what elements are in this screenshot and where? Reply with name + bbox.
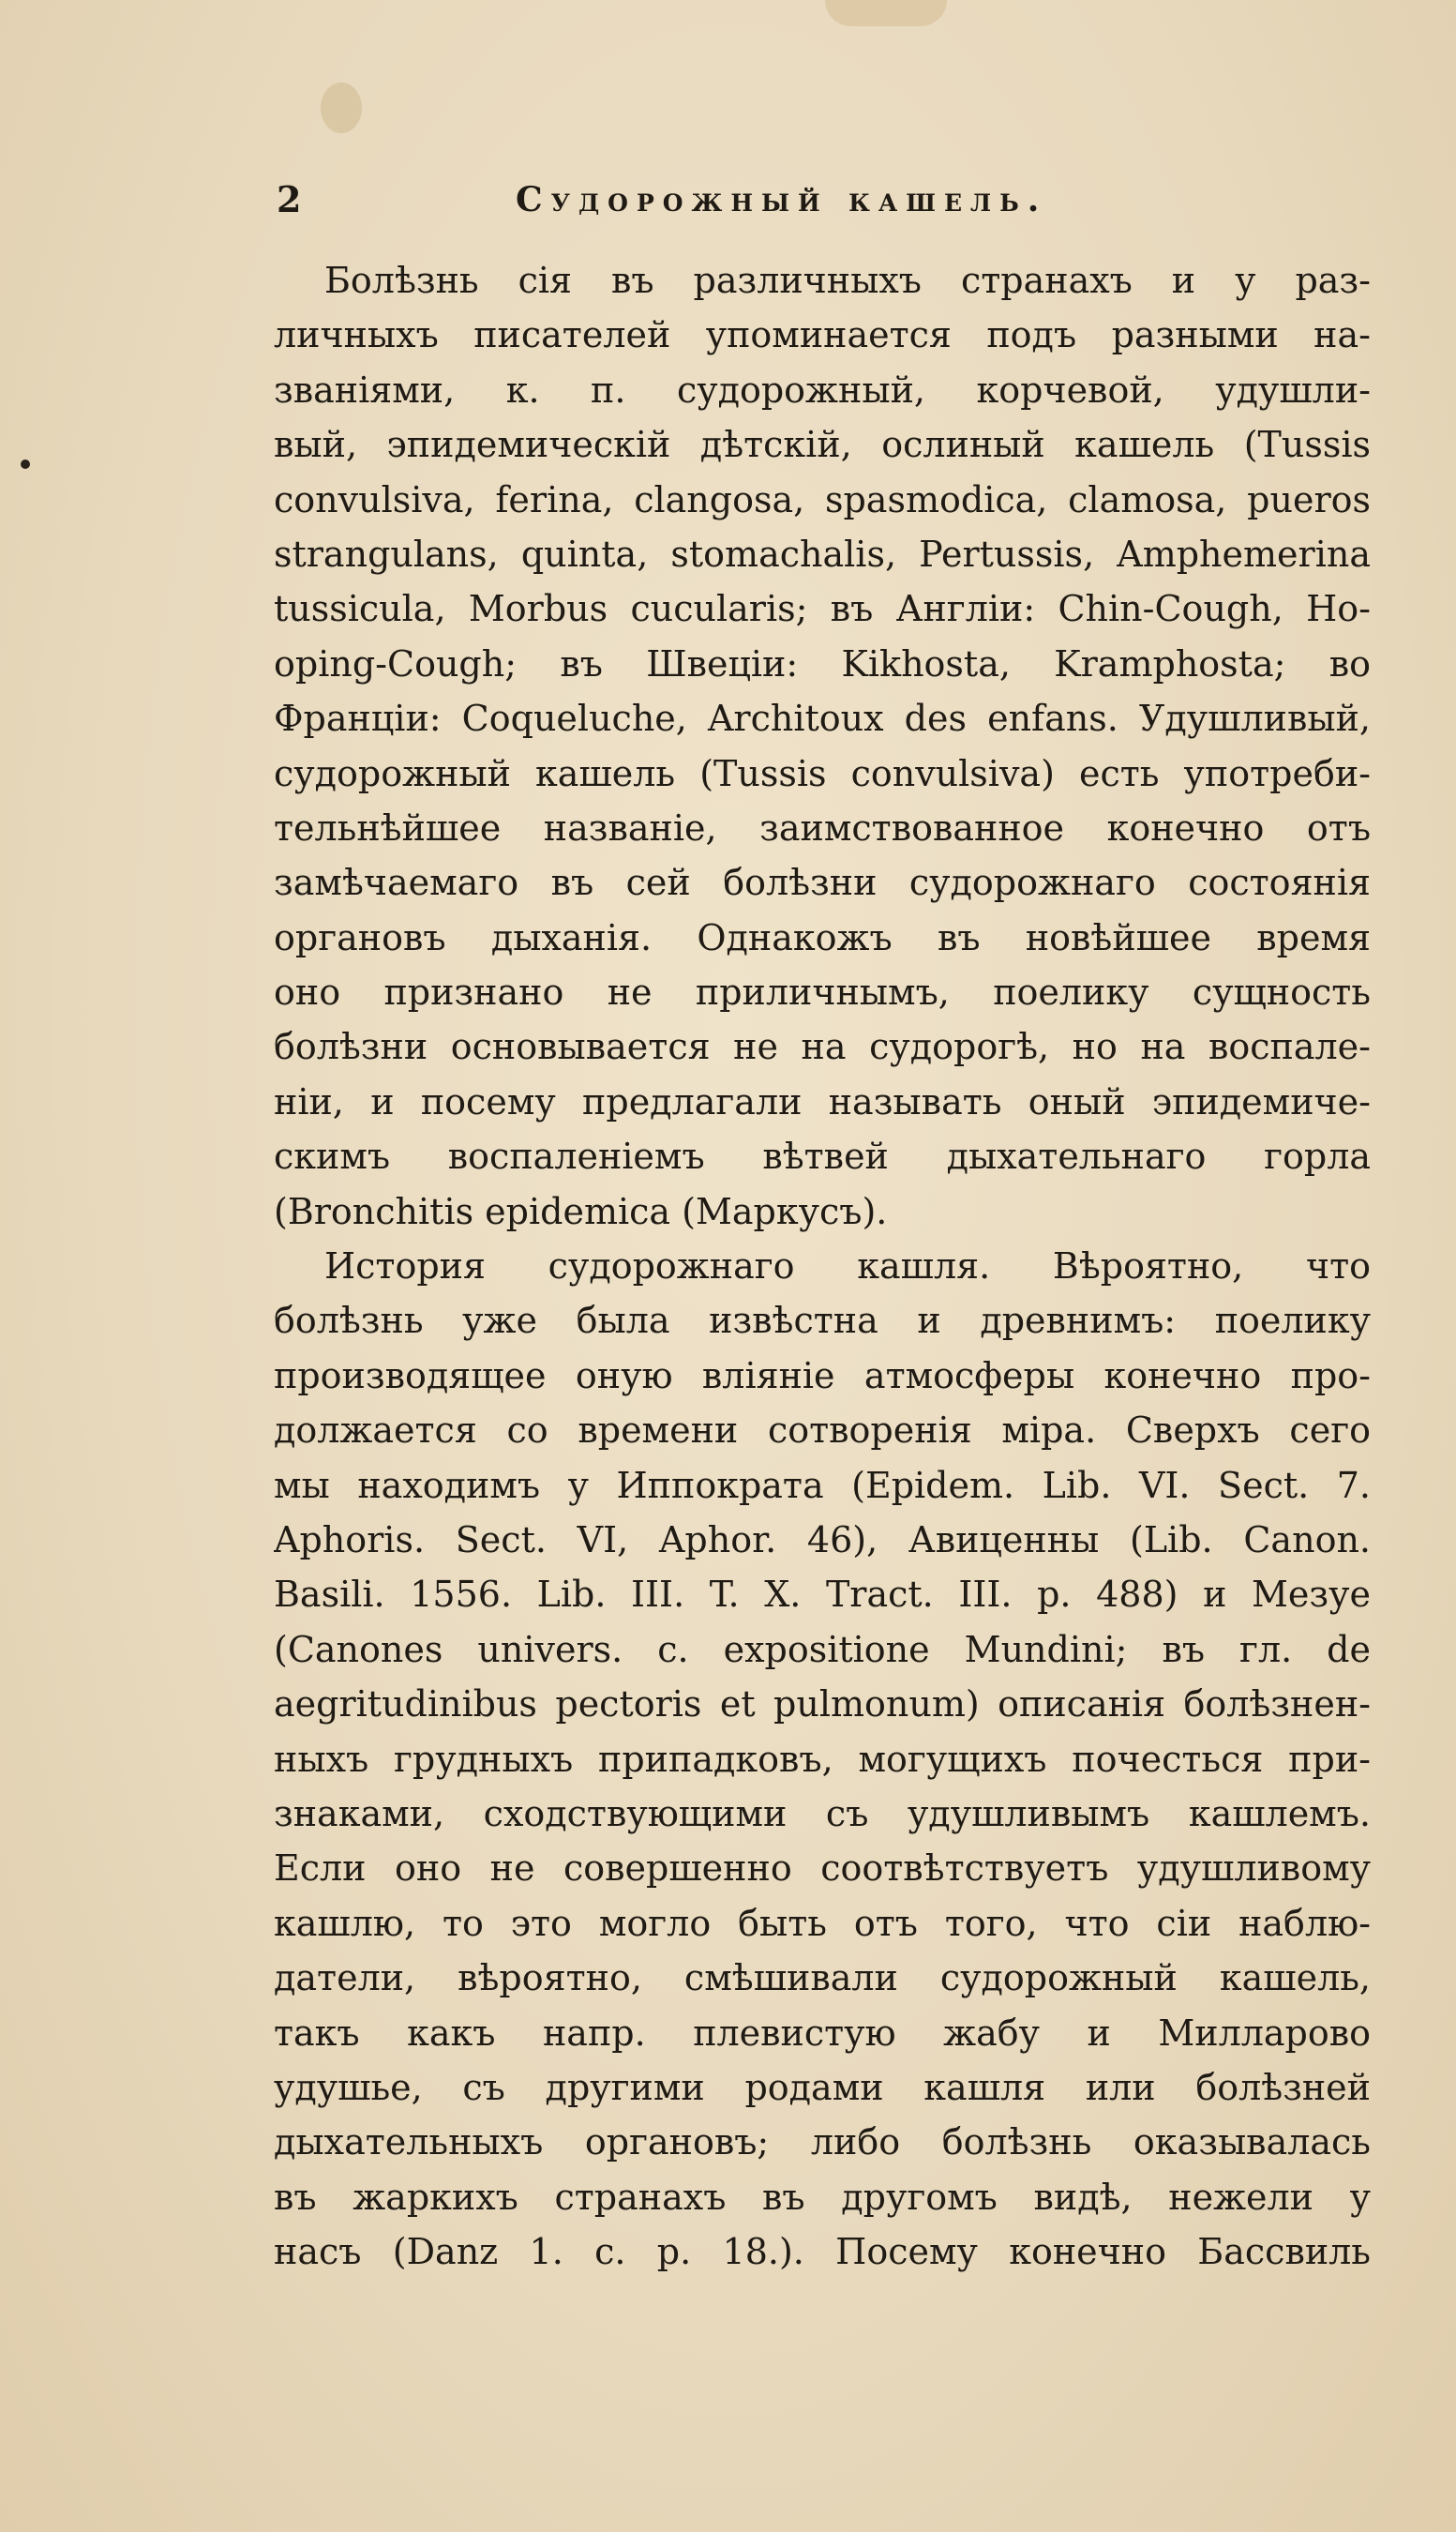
- text-line: знаками, сходствующими съ удушливымъ кашлемъ.: [274, 1792, 1371, 1834]
- text-line: производящее оную вліяніе атмосферы конечно про-: [274, 1354, 1371, 1396]
- text-line: История судорожнаго кашля. Вѣроятно, что: [324, 1245, 1371, 1288]
- text-line: скимъ воспаленіемъ вѣтвей дыхательнаго горла: [274, 1136, 1371, 1178]
- paper-stain: [321, 83, 362, 133]
- text-line: органовъ дыханія. Однакожъ въ новѣйшее время: [274, 916, 1371, 958]
- text-line: замѣчаемаго въ сей болѣзни судорожнаго состоянія: [274, 862, 1371, 904]
- running-title: Судорожный кашель.: [516, 180, 1048, 219]
- text-line: Франціи: Coqueluche, Architoux des enfans. Удушливый,: [274, 698, 1371, 740]
- text-line: (Bronchitis epidemica (Маркусъ).: [274, 1190, 888, 1232]
- margin-mark: [21, 460, 30, 469]
- body-text: [274, 253, 1371, 2279]
- text-line: тельнѣйшее названіе, заимствованное конечно отъ: [274, 806, 1371, 849]
- text-line: такъ какъ напр. плевистую жабу и Милларово: [274, 2012, 1371, 2054]
- page-header: [277, 178, 1383, 234]
- text-line: ныхъ грудныхъ припадковъ, могущихъ почесться при-: [274, 1738, 1371, 1780]
- text-line: насъ (Danz 1. c. p. 18.). Посему конечно Бассвиль: [274, 2231, 1371, 2273]
- text-line: должается со времени сотворенія міра. Сверхъ сего: [274, 1409, 1371, 1452]
- text-line: въ жаркихъ странахъ въ другомъ видѣ, нежели у: [274, 2176, 1371, 2218]
- text-line: Болѣзнь сія въ различныхъ странахъ и у раз-: [324, 260, 1371, 301]
- text-line: болѣзни основывается не на судорогѣ, но на воспале-: [274, 1026, 1371, 1068]
- text-line: судорожный кашель (Tussis convulsiva) есть употреби-: [274, 752, 1371, 794]
- text-line: личныхъ писателей упоминается подъ разными на-: [274, 314, 1371, 356]
- text-line: мы находимъ у Иппократа (Epidem. Lib. VI. Sect. 7.: [274, 1464, 1371, 1506]
- text-line: удушье, съ другими родами кашля или болѣзней: [274, 2066, 1371, 2108]
- text-line: strangulans, quinta, stomachalis, Pertussis, Amphemerina: [274, 533, 1371, 575]
- text-line: званіями, к. п. судорожный, корчевой, удушли-: [274, 369, 1371, 411]
- text-line: оно признано не приличнымъ, поелику сущность: [274, 972, 1371, 1014]
- text-line: Если оно не совершенно соотвѣтствуетъ удушливому: [274, 1847, 1371, 1890]
- text-line: (Canones univers. c. expositione Mundini; въ гл. de: [274, 1628, 1371, 1670]
- page-number: 2: [277, 178, 302, 220]
- text-line: aegritudinibus pectoris et pulmonum) описанія болѣзнен-: [274, 1683, 1371, 1726]
- text-line: convulsiva, ferina, clangosa, spasmodica, clamosa, pueros: [274, 478, 1371, 520]
- paper-stain: [825, 0, 947, 26]
- text-line: вый, эпидемическій дѣтскій, ослиный кашель (Tussis: [274, 424, 1371, 466]
- text-line: болѣзнь уже была извѣстна и древнимъ: поелику: [274, 1300, 1371, 1342]
- text-line: oping-Cough; въ Швеціи: Kikhosta, Kramphosta; во: [274, 642, 1371, 685]
- text-line: ніи, и посему предлагали называть оный эпидемиче-: [274, 1080, 1371, 1123]
- text-line: Aphoris. Sect. VI, Aphor. 46), Авиценны (Lib. Canon.: [274, 1518, 1371, 1560]
- text-line: датели, вѣроятно, смѣшивали судорожный кашель,: [274, 1957, 1371, 1999]
- text-line: tussicula, Morbus cucularis; въ Англіи: Chin-Cough, Ho-: [274, 588, 1371, 630]
- text-line: дыхательныхъ органовъ; либо болѣзнь оказывалась: [274, 2121, 1371, 2163]
- text-line: кашлю, то это могло быть отъ того, что сіи наблю-: [274, 1902, 1371, 1944]
- text-line: Basili. 1556. Lib. III. T. X. Tract. III. p. 488) и Мезуе: [274, 1574, 1371, 1616]
